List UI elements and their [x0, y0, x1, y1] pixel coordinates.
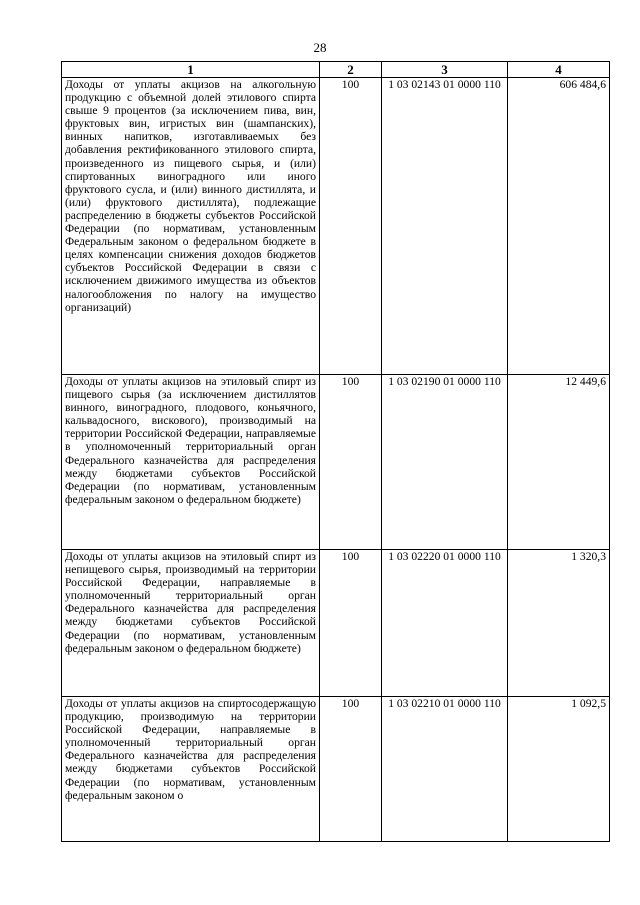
revenue-description: Доходы от уплаты акцизов на спиртосодержащую продукцию, производимую на территории Российской Федерации, направляемые в уполномоченный территориальный орган Федерального казначейства для распределения между бюджетами субъектов Российской Федерации (по нормативам, установленным федеральным законом о: [62, 697, 320, 842]
column-header-3: 3: [382, 62, 508, 78]
revenue-amount: 1 092,5: [508, 697, 610, 842]
table-row: [62, 375, 610, 550]
revenue-classification-code: 1 03 02220 01 0000 110: [382, 550, 508, 697]
revenue-classification-code: 1 03 02143 01 0000 110: [382, 78, 508, 375]
revenue-description: Доходы от уплаты акцизов на алкогольную продукцию с объемной долей этилового спирта свыше 9 процентов (за исключением пива, вин, фруктовых вин, игристых вин (шампанских), винных напитков, изготавливаемых без добавления ректификованного этилового спирта, произведенного из пищевого сырья, и (или) спиртованных виноградного или иного фруктового сусла, и (или) винного дистиллята, и (или) фруктового дистиллята), подлежащие распределению в бюджеты субъектов Российской Федерации (по нормативам, установленным Федеральным законом о федеральном бюджете в целях компенсации снижения доходов бюджетов субъектов Российской Федерации в связи с исключением движимого имущества из объектов налогообложения по налогу на имущество организаций): [62, 78, 320, 375]
revenue-classification-code: 1 03 02210 01 0000 110: [382, 697, 508, 842]
column-header-2: 2: [320, 62, 382, 78]
page-number: 28: [313, 40, 327, 55]
table-row: [62, 78, 610, 375]
column-header-1: 1: [62, 62, 320, 78]
administrator-code: 100: [320, 697, 382, 842]
administrator-code: 100: [320, 78, 382, 375]
revenue-description: Доходы от уплаты акцизов на этиловый спирт из пищевого сырья (за исключением дистиллятов винного, виноградного, плодового, коньячного, кальвадосного, вискового), производимый на территории Российской Федерации, направляемые в уполномоченный территориальный орган Федерального казначейства для распределения между бюджетами субъектов Российской Федерации (по нормативам, установленным федеральным законом о федеральном бюджете): [62, 375, 320, 550]
administrator-code: 100: [320, 550, 382, 697]
revenue-amount: 1 320,3: [508, 550, 610, 697]
column-header-4: 4: [508, 62, 610, 78]
revenue-table: [61, 61, 610, 842]
table-row: [62, 550, 610, 697]
table-header-row: [62, 62, 610, 78]
administrator-code: 100: [320, 375, 382, 550]
revenue-amount: 12 449,6: [508, 375, 610, 550]
revenue-classification-code: 1 03 02190 01 0000 110: [382, 375, 508, 550]
table-row: [62, 697, 610, 842]
revenue-amount: 606 484,6: [508, 78, 610, 375]
revenue-description: Доходы от уплаты акцизов на этиловый спирт из непищевого сырья, производимый на территории Российской Федерации, направляемые в уполномоченный территориальный орган Федерального казначейства для распределения между бюджетами субъектов Российской Федерации (по нормативам, установленным федеральным законом о федеральном бюджете): [62, 550, 320, 697]
